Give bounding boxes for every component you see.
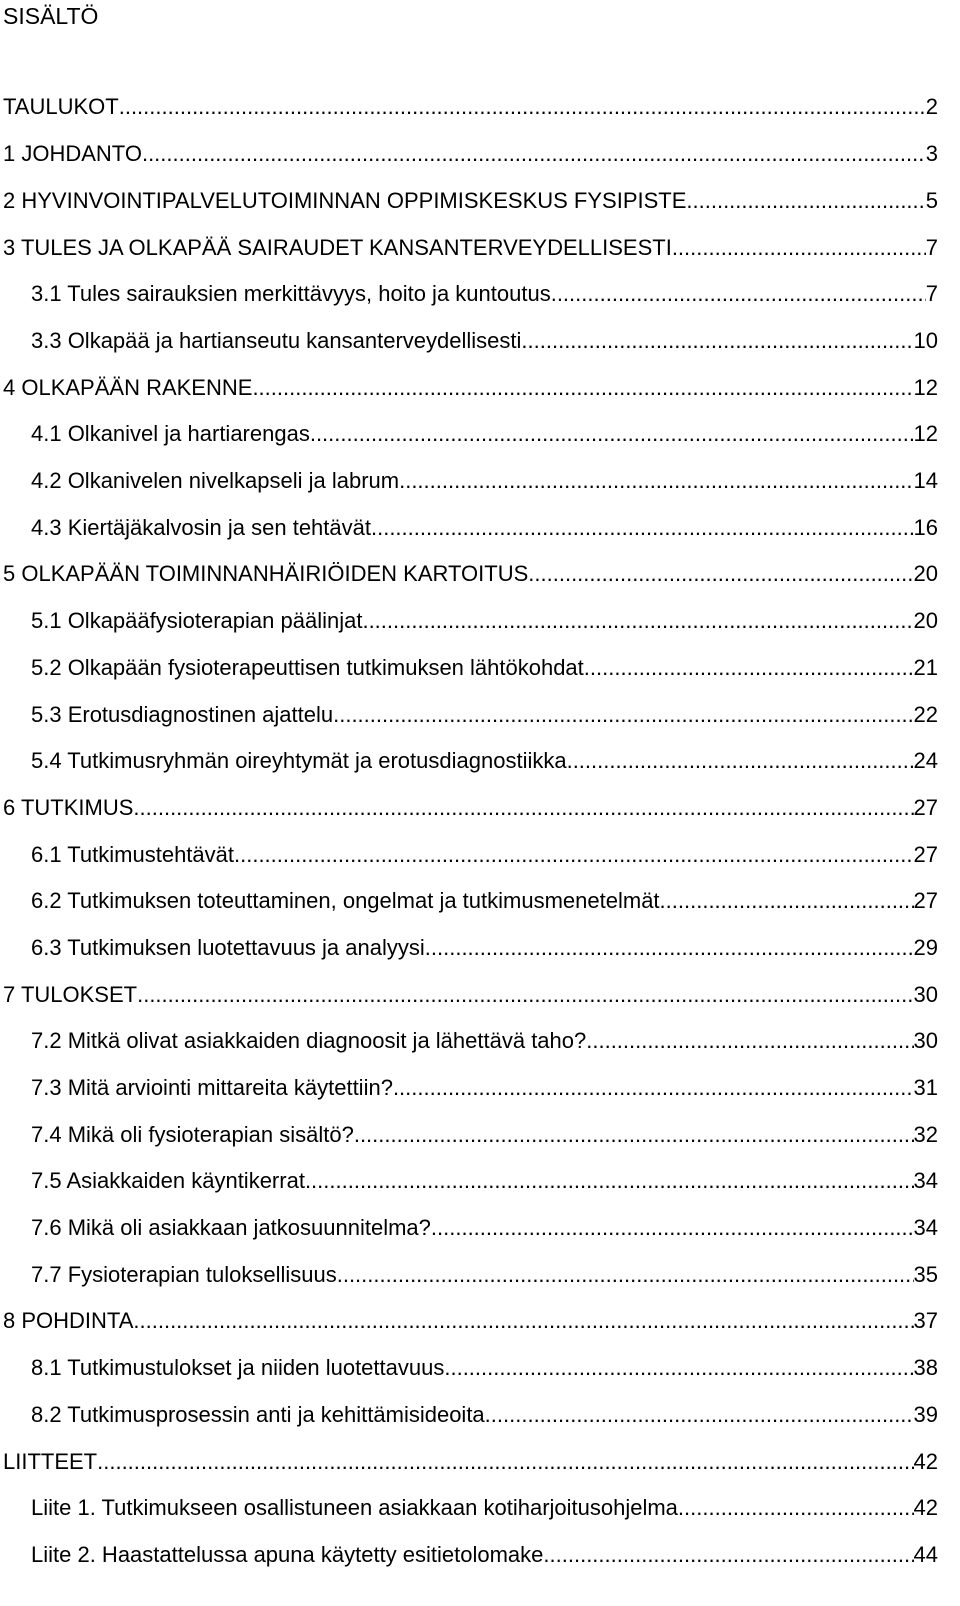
toc-entry-title: 7 TULOKSET (3, 982, 138, 1007)
toc-entry[interactable] (31, 699, 938, 731)
toc-entry[interactable] (3, 979, 938, 1011)
toc-entry[interactable] (31, 512, 938, 544)
toc-entry-title: 7.4 Mikä oli fysioterapian sisältö? (31, 1122, 354, 1147)
toc-dot-leader (133, 792, 913, 824)
toc-entry[interactable] (31, 932, 938, 964)
toc-dot-leader (584, 652, 914, 684)
toc-entry[interactable] (31, 1212, 938, 1244)
toc-entry-page-number: 39 (913, 1402, 938, 1427)
toc-dot-leader (337, 1259, 914, 1291)
toc-entry-page-number: 37 (913, 1308, 938, 1333)
toc-entry-page-number: 44 (913, 1542, 938, 1567)
toc-dot-leader (686, 185, 925, 217)
page-title: SISÄLTÖ (3, 3, 99, 29)
toc-dot-leader (97, 1446, 913, 1478)
toc-entry[interactable] (31, 1539, 938, 1571)
toc-entry-page-number: 16 (913, 515, 938, 540)
toc-entry-title: 7.2 Mitkä olivat asiakkaiden diagnoosit ja lähettävä taho? (31, 1028, 587, 1053)
toc-entry[interactable] (3, 1305, 938, 1337)
toc-entry-title: 6 TUTKIMUS (3, 795, 134, 820)
toc-dot-leader (444, 1352, 913, 1384)
toc-entry[interactable] (31, 418, 938, 450)
toc-entry-title: Liite 2. Haastattelussa apuna käytetty esitietolomake (31, 1542, 544, 1567)
toc-dot-leader (252, 372, 913, 404)
toc-entry[interactable] (3, 232, 938, 264)
toc-entry[interactable] (31, 1072, 938, 1104)
toc-entry[interactable] (31, 652, 938, 684)
toc-dot-leader (310, 418, 914, 450)
toc-dot-leader (119, 91, 926, 123)
toc-entry[interactable] (31, 1492, 938, 1524)
toc-dot-leader (672, 232, 926, 264)
toc-dot-leader (371, 512, 914, 544)
toc-entry-title: 4 OLKAPÄÄN RAKENNE (3, 375, 253, 400)
toc-entry-page-number: 21 (913, 655, 938, 680)
toc-entry-page-number: 34 (913, 1215, 938, 1240)
toc-entry-page-number: 27 (913, 888, 938, 913)
toc-entry-title: 3.1 Tules sairauksien merkittävyys, hoito ja kuntoutus (31, 281, 551, 306)
toc-entry-title: 4.2 Olkanivelen nivelkapseli ja labrum (31, 468, 400, 493)
toc-dot-leader (431, 1212, 914, 1244)
toc-entry-title: 7.6 Mikä oli asiakkaan jatkosuunnitelma? (31, 1215, 431, 1240)
toc-dot-leader (354, 1119, 914, 1151)
toc-entry-title: 5.4 Tutkimusryhmän oireyhtymät ja erotusdiagnostiikka (31, 748, 567, 773)
toc-entry[interactable] (31, 1165, 938, 1197)
toc-entry-page-number: 20 (913, 561, 938, 586)
toc-dot-leader (362, 605, 913, 637)
toc-entry-title: 4.1 Olkanivel ja hartiarengas (31, 421, 310, 446)
toc-entry-title: 2 HYVINVOINTIPALVELUTOIMINNAN OPPIMISKESKUS FYSIPISTE (3, 188, 687, 213)
toc-dot-leader (142, 138, 926, 170)
toc-entry-page-number: 42 (913, 1449, 938, 1474)
toc-entry-page-number: 22 (913, 702, 938, 727)
toc-entry[interactable] (31, 278, 938, 310)
toc-entry[interactable] (3, 792, 938, 824)
toc-dot-leader (485, 1399, 914, 1431)
toc-entry-title: Liite 1. Tutkimukseen osallistuneen asiakkaan kotiharjoitusohjelma (31, 1495, 678, 1520)
toc-entry[interactable] (3, 372, 938, 404)
toc-dot-leader (137, 979, 913, 1011)
toc-dot-leader (133, 1305, 913, 1337)
toc-dot-leader (586, 1025, 913, 1057)
toc-entry-page-number: 24 (913, 748, 938, 773)
toc-entry-page-number: 30 (913, 982, 938, 1007)
toc-entry[interactable] (31, 1352, 938, 1384)
toc-dot-leader (393, 1072, 914, 1104)
toc-entry[interactable] (31, 885, 938, 917)
toc-entry[interactable] (31, 1399, 938, 1431)
toc-entry-title: 1 JOHDANTO (3, 141, 142, 166)
toc-dot-leader (551, 278, 926, 310)
toc-entry-page-number: 20 (913, 608, 938, 633)
toc-entry-page-number: 5 (925, 188, 938, 213)
toc-entry[interactable] (3, 558, 938, 590)
toc-dot-leader (234, 839, 914, 871)
toc-entry-page-number: 29 (913, 935, 938, 960)
toc-entry[interactable] (31, 745, 938, 777)
toc-entry-title: LIITTEET (3, 1449, 98, 1474)
toc-entry[interactable] (31, 1025, 938, 1057)
toc-entry-title: 5.3 Erotusdiagnostinen ajattelu (31, 702, 334, 727)
toc-entry-title: 8 POHDINTA (3, 1308, 134, 1333)
toc-entry-page-number: 32 (913, 1122, 938, 1147)
toc-dot-leader (528, 558, 913, 590)
toc-entry-page-number: 12 (913, 421, 938, 446)
toc-entry-page-number: 30 (913, 1028, 938, 1053)
toc-entry-page-number: 10 (913, 328, 938, 353)
toc-entry-title: 5 OLKAPÄÄN TOIMINNANHÄIRIÖIDEN KARTOITUS (3, 561, 529, 586)
toc-entry-title: 6.3 Tutkimuksen luotettavuus ja analyysi (31, 935, 425, 960)
toc-entry[interactable] (3, 1446, 938, 1478)
toc-entry-page-number: 27 (913, 842, 938, 867)
toc-dot-leader (399, 465, 913, 497)
toc-entry-page-number: 14 (913, 468, 938, 493)
toc-entry-page-number: 27 (913, 795, 938, 820)
toc-dot-leader (333, 699, 913, 731)
toc-entry-title: TAULUKOT (3, 94, 119, 119)
toc-entry-page-number: 35 (913, 1262, 938, 1287)
toc-dot-leader (425, 932, 914, 964)
toc-entry-title: 8.2 Tutkimusprosessin anti ja kehittämisideoita (31, 1402, 485, 1427)
toc-entry[interactable] (31, 1259, 938, 1291)
toc-entry-title: 7.5 Asiakkaiden käyntikerrat (31, 1168, 305, 1193)
toc-entry-title: 7.3 Mitä arviointi mittareita käytettiin? (31, 1075, 393, 1100)
toc-dot-leader (660, 885, 914, 917)
toc-entry-page-number: 2 (925, 94, 938, 119)
toc-entry-page-number: 34 (913, 1168, 938, 1193)
toc-entry-title: 7.7 Fysioterapian tuloksellisuus (31, 1262, 337, 1287)
toc-entry[interactable] (3, 91, 938, 123)
toc-entry[interactable] (3, 185, 938, 217)
toc-dot-leader (678, 1492, 914, 1524)
toc-entry-title: 6.1 Tutkimustehtävät (31, 842, 234, 867)
toc-entry-page-number: 42 (913, 1495, 938, 1520)
toc-entry-title: 4.3 Kiertäjäkalvosin ja sen tehtävät (31, 515, 371, 540)
toc-entry-title: 5.2 Olkapään fysioterapeuttisen tutkimuksen lähtökohdat (31, 655, 584, 680)
toc-dot-leader (567, 745, 914, 777)
toc-entry-title: 6.2 Tutkimuksen toteuttaminen, ongelmat ja tutkimusmenetelmät (31, 888, 660, 913)
toc-entry[interactable] (31, 465, 938, 497)
toc-entry-title: 5.1 Olkapääfysioterapian päälinjat (31, 608, 363, 633)
toc-entry-page-number: 3 (925, 141, 938, 166)
toc-entry-title: 3 TULES JA OLKAPÄÄ SAIRAUDET KANSANTERVEYDELLISESTI (3, 235, 672, 260)
toc-entry[interactable] (31, 1119, 938, 1151)
toc-entry-page-number: 38 (913, 1355, 938, 1380)
toc-entry[interactable] (3, 138, 938, 170)
toc-entry[interactable] (31, 839, 938, 871)
toc-entry-page-number: 7 (925, 281, 938, 306)
toc-entry-title: 3.3 Olkapää ja hartianseutu kansanterveydellisesti (31, 328, 522, 353)
toc-dot-leader (521, 325, 913, 357)
toc-entry-page-number: 7 (925, 235, 938, 260)
toc-entry[interactable] (31, 605, 938, 637)
toc-entry-page-number: 31 (913, 1075, 938, 1100)
toc-entry[interactable] (31, 325, 938, 357)
toc-dot-leader (305, 1165, 914, 1197)
toc-entry-title: 8.1 Tutkimustulokset ja niiden luotettavuus (31, 1355, 445, 1380)
toc-dot-leader (543, 1539, 913, 1571)
toc-entry-page-number: 12 (913, 375, 938, 400)
